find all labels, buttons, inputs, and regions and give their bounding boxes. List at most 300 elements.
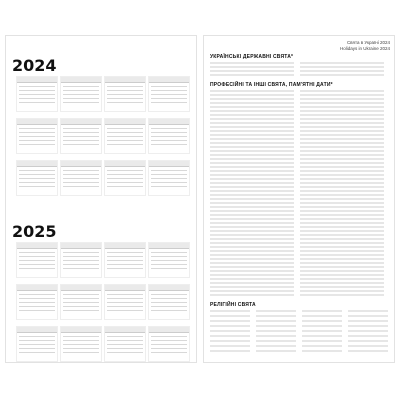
week-row (19, 90, 55, 91)
holiday-line (300, 62, 384, 64)
week-row (63, 348, 99, 349)
holidays-header-ukrainian: Свята в Україні 2024 (346, 40, 390, 45)
week-row (19, 102, 55, 103)
holiday-line (210, 94, 294, 96)
holiday-line (210, 230, 294, 232)
week-row (107, 340, 143, 341)
week-row (151, 294, 187, 295)
holiday-line (210, 202, 294, 204)
holiday-line (302, 310, 342, 312)
holidays-header (340, 40, 390, 52)
week-row (107, 186, 143, 187)
week-row (19, 298, 55, 299)
holidays-header-english: Holidays in Ukraine 2024 (339, 46, 390, 51)
week-row (151, 144, 187, 145)
holiday-line (302, 350, 342, 352)
week-row (151, 94, 187, 95)
holiday-line (300, 218, 384, 220)
year-label-2024: 2024 (12, 56, 57, 75)
week-row (151, 170, 187, 171)
week-row (19, 144, 55, 145)
holiday-line (300, 110, 384, 112)
week-row (19, 132, 55, 133)
week-row (151, 90, 187, 91)
week-row (19, 182, 55, 183)
week-row (19, 170, 55, 171)
week-row (151, 140, 187, 141)
holiday-line (300, 242, 384, 244)
month-block (16, 242, 58, 278)
holiday-line (210, 294, 294, 296)
week-row (19, 86, 55, 87)
holiday-line (210, 320, 250, 322)
holiday-line (210, 282, 294, 284)
holiday-line (210, 162, 294, 164)
holiday-line (210, 262, 294, 264)
week-row (107, 170, 143, 171)
week-row (19, 260, 55, 261)
holiday-line (300, 74, 384, 76)
week-row (19, 256, 55, 257)
holiday-line (210, 274, 294, 276)
holiday-line (300, 182, 384, 184)
holiday-line (210, 90, 294, 92)
week-row (107, 256, 143, 257)
holiday-line (300, 150, 384, 152)
holiday-line (210, 315, 250, 317)
holiday-line (348, 310, 388, 312)
week-row (107, 132, 143, 133)
week-row (107, 268, 143, 269)
month-block (16, 326, 58, 362)
month-header (149, 327, 189, 333)
month-header (105, 161, 145, 167)
holiday-line (210, 258, 294, 260)
week-row (107, 136, 143, 137)
week-row (19, 178, 55, 179)
month-header (61, 161, 101, 167)
holiday-line (210, 106, 294, 108)
holiday-line (210, 62, 294, 64)
holiday-line (210, 214, 294, 216)
week-row (63, 102, 99, 103)
week-row (151, 310, 187, 311)
week-row (63, 140, 99, 141)
week-row (63, 144, 99, 145)
holiday-line (256, 335, 296, 337)
holiday-line (210, 142, 294, 144)
month-block (104, 160, 146, 196)
holiday-line (210, 74, 294, 76)
holiday-line (210, 218, 294, 220)
holiday-line (302, 345, 342, 347)
holiday-line (348, 340, 388, 342)
month-block (104, 118, 146, 154)
holiday-line (300, 146, 384, 148)
week-row (107, 174, 143, 175)
holiday-line (300, 214, 384, 216)
holiday-line (210, 110, 294, 112)
week-row (151, 178, 187, 179)
week-row (107, 90, 143, 91)
week-row (107, 86, 143, 87)
month-header (149, 161, 189, 167)
holiday-line (348, 350, 388, 352)
week-row (107, 348, 143, 349)
week-row (19, 336, 55, 337)
holiday-line (348, 335, 388, 337)
holiday-line (300, 246, 384, 248)
section-religious-holidays: РЕЛІГІЙНІ СВЯТА (210, 302, 256, 308)
holiday-line (210, 350, 250, 352)
holiday-line (210, 114, 294, 116)
holiday-line (210, 290, 294, 292)
week-row (63, 186, 99, 187)
week-row (63, 170, 99, 171)
week-row (19, 174, 55, 175)
holiday-line (300, 170, 384, 172)
week-row (107, 252, 143, 253)
week-row (107, 144, 143, 145)
holiday-line (210, 198, 294, 200)
week-row (151, 186, 187, 187)
calendar-grid-2024 (16, 76, 192, 196)
week-row (107, 302, 143, 303)
holiday-line (300, 162, 384, 164)
week-row (63, 132, 99, 133)
holiday-line (256, 315, 296, 317)
month-header (17, 327, 57, 333)
month-block (148, 76, 190, 112)
week-row (19, 128, 55, 129)
week-row (63, 256, 99, 257)
holiday-line (210, 182, 294, 184)
month-block (60, 118, 102, 154)
week-row (151, 264, 187, 265)
month-block (148, 242, 190, 278)
holiday-line (300, 250, 384, 252)
holiday-line (300, 270, 384, 272)
week-row (19, 268, 55, 269)
year-label-2025: 2025 (12, 222, 57, 241)
week-row (151, 268, 187, 269)
holiday-line (210, 226, 294, 228)
right-page-holidays (204, 36, 394, 362)
month-block (16, 76, 58, 112)
holiday-line (300, 238, 384, 240)
holiday-line (210, 70, 294, 72)
holiday-line (210, 340, 250, 342)
week-row (151, 344, 187, 345)
holiday-line (348, 315, 388, 317)
holiday-line (302, 325, 342, 327)
week-row (107, 128, 143, 129)
week-row (151, 302, 187, 303)
week-row (63, 336, 99, 337)
holiday-line (210, 194, 294, 196)
holiday-line (300, 210, 384, 212)
holiday-line (256, 330, 296, 332)
holiday-line (300, 70, 384, 72)
week-row (107, 336, 143, 337)
month-block (60, 160, 102, 196)
week-row (107, 294, 143, 295)
holiday-line (300, 134, 384, 136)
month-header (61, 327, 101, 333)
holiday-line (300, 94, 384, 96)
week-row (19, 252, 55, 253)
holiday-line (300, 266, 384, 268)
week-row (151, 352, 187, 353)
holiday-line (210, 335, 250, 337)
week-row (107, 264, 143, 265)
week-row (107, 98, 143, 99)
week-row (19, 98, 55, 99)
week-row (151, 182, 187, 183)
week-row (19, 310, 55, 311)
holiday-line (210, 345, 250, 347)
week-row (107, 310, 143, 311)
holiday-line (210, 210, 294, 212)
holiday-line (300, 190, 384, 192)
holiday-line (210, 325, 250, 327)
month-header (17, 77, 57, 83)
holiday-line (300, 102, 384, 104)
week-row (107, 260, 143, 261)
section-state-holidays: УКРАЇНСЬКІ ДЕРЖАВНІ СВЯТА* (210, 54, 294, 60)
holiday-line (300, 142, 384, 144)
holiday-line (300, 98, 384, 100)
holiday-line (210, 150, 294, 152)
week-row (107, 182, 143, 183)
holiday-line (210, 310, 250, 312)
holiday-line (210, 66, 294, 68)
week-row (107, 306, 143, 307)
month-header (105, 243, 145, 249)
month-block (60, 326, 102, 362)
holiday-line (348, 330, 388, 332)
holiday-line (210, 122, 294, 124)
holiday-line (210, 278, 294, 280)
holiday-line (210, 246, 294, 248)
week-row (63, 344, 99, 345)
holiday-line (302, 315, 342, 317)
holiday-line (256, 325, 296, 327)
week-row (107, 102, 143, 103)
month-header (149, 243, 189, 249)
holiday-line (300, 290, 384, 292)
month-header (105, 327, 145, 333)
week-row (107, 94, 143, 95)
week-row (63, 128, 99, 129)
week-row (107, 140, 143, 141)
month-header (61, 243, 101, 249)
holiday-line (256, 340, 296, 342)
holiday-line (300, 286, 384, 288)
holiday-line (300, 158, 384, 160)
week-row (151, 98, 187, 99)
week-row (151, 136, 187, 137)
week-row (151, 252, 187, 253)
holiday-line (210, 254, 294, 256)
holiday-line (210, 330, 250, 332)
holiday-line (300, 274, 384, 276)
week-row (19, 140, 55, 141)
week-row (63, 178, 99, 179)
week-row (63, 298, 99, 299)
week-row (151, 102, 187, 103)
week-row (107, 344, 143, 345)
holiday-line (210, 126, 294, 128)
left-page-calendar (6, 36, 196, 362)
month-header (149, 119, 189, 125)
week-row (63, 340, 99, 341)
holiday-line (300, 254, 384, 256)
month-block (16, 160, 58, 196)
holiday-line (300, 282, 384, 284)
month-header (17, 161, 57, 167)
week-row (63, 264, 99, 265)
holiday-line (256, 350, 296, 352)
holiday-line (300, 202, 384, 204)
holiday-line (210, 190, 294, 192)
holiday-line (300, 222, 384, 224)
week-row (63, 98, 99, 99)
week-row (151, 336, 187, 337)
holiday-line (300, 178, 384, 180)
week-row (151, 348, 187, 349)
holiday-line (300, 126, 384, 128)
holiday-line (302, 330, 342, 332)
holiday-line (300, 262, 384, 264)
month-block (16, 284, 58, 320)
holiday-line (256, 310, 296, 312)
calendar-grid-2025 (16, 242, 192, 362)
week-row (63, 306, 99, 307)
holiday-line (210, 170, 294, 172)
holiday-line (302, 320, 342, 322)
month-header (149, 77, 189, 83)
holiday-line (300, 230, 384, 232)
week-row (151, 174, 187, 175)
holiday-line (348, 345, 388, 347)
holiday-line (300, 186, 384, 188)
holiday-line (210, 130, 294, 132)
month-header (61, 285, 101, 291)
month-header (17, 285, 57, 291)
holiday-line (300, 114, 384, 116)
week-row (19, 302, 55, 303)
week-row (19, 186, 55, 187)
month-header (105, 119, 145, 125)
holiday-line (300, 106, 384, 108)
week-row (19, 94, 55, 95)
holiday-line (256, 320, 296, 322)
holiday-line (210, 138, 294, 140)
week-row (151, 298, 187, 299)
section-professional-holidays: ПРОФЕСІЙНІ ТА ІНШІ СВЯТА, ПАМ'ЯТНІ ДАТИ* (210, 82, 333, 88)
holiday-line (300, 174, 384, 176)
week-row (151, 128, 187, 129)
week-row (151, 132, 187, 133)
month-block (148, 326, 190, 362)
week-row (63, 352, 99, 353)
week-row (19, 348, 55, 349)
holiday-line (210, 154, 294, 156)
month-block (60, 242, 102, 278)
holiday-line (210, 250, 294, 252)
holiday-line (300, 294, 384, 296)
month-header (61, 77, 101, 83)
week-row (151, 306, 187, 307)
holiday-line (210, 102, 294, 104)
holiday-line (210, 146, 294, 148)
holiday-line (300, 166, 384, 168)
month-block (16, 118, 58, 154)
holiday-line (210, 242, 294, 244)
week-row (19, 306, 55, 307)
week-row (19, 264, 55, 265)
holiday-line (300, 154, 384, 156)
holiday-line (210, 270, 294, 272)
holiday-line (210, 158, 294, 160)
holiday-line (210, 222, 294, 224)
holiday-line (210, 166, 294, 168)
holiday-line (300, 66, 384, 68)
week-row (151, 340, 187, 341)
holiday-line (210, 238, 294, 240)
holiday-line (210, 234, 294, 236)
week-row (19, 294, 55, 295)
week-row (63, 294, 99, 295)
holiday-line (300, 130, 384, 132)
holiday-line (300, 278, 384, 280)
month-block (148, 160, 190, 196)
week-row (151, 260, 187, 261)
week-row (19, 340, 55, 341)
week-row (19, 352, 55, 353)
week-row (63, 268, 99, 269)
week-row (151, 86, 187, 87)
holiday-line (210, 186, 294, 188)
holiday-line (300, 118, 384, 120)
month-header (105, 77, 145, 83)
month-header (17, 119, 57, 125)
holiday-line (210, 174, 294, 176)
holiday-line (300, 138, 384, 140)
holiday-line (348, 320, 388, 322)
month-header (17, 243, 57, 249)
week-row (63, 94, 99, 95)
week-row (63, 302, 99, 303)
holiday-line (256, 345, 296, 347)
week-row (63, 174, 99, 175)
holiday-line (300, 198, 384, 200)
holiday-line (300, 194, 384, 196)
week-row (63, 260, 99, 261)
month-block (104, 76, 146, 112)
holiday-line (210, 118, 294, 120)
week-row (19, 136, 55, 137)
month-header (149, 285, 189, 291)
week-row (151, 256, 187, 257)
week-row (107, 352, 143, 353)
week-row (63, 86, 99, 87)
week-row (63, 90, 99, 91)
holiday-line (300, 234, 384, 236)
month-block (148, 284, 190, 320)
holiday-line (300, 258, 384, 260)
